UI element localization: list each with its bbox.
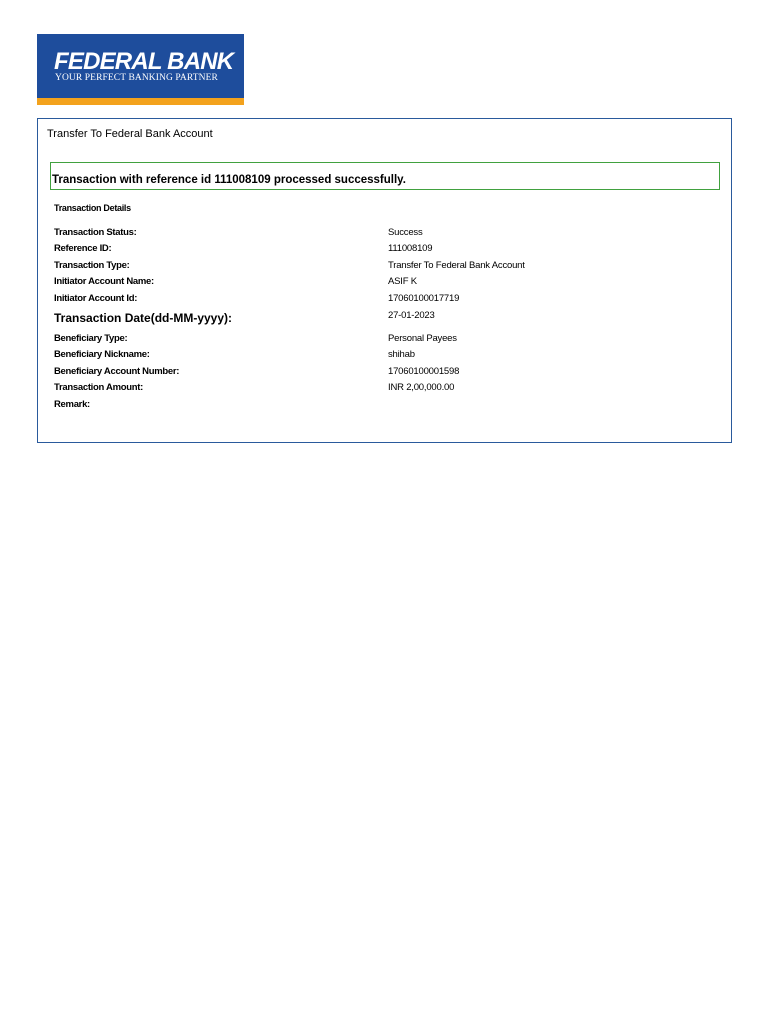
success-message-box [50,162,720,190]
federal-bank-logo [37,34,244,105]
detail-value-beneficiary-type: Personal Payees [388,333,457,344]
logo-stripe [37,98,244,105]
detail-value-initiator-account-id: 17060100017719 [388,293,460,304]
panel-title: Transfer To Federal Bank Account [47,128,213,140]
detail-label-beneficiary-account-number: Beneficiary Account Number: [54,366,180,377]
detail-value-beneficiary-account-number: 17060100001598 [388,366,460,377]
detail-label-beneficiary-type: Beneficiary Type: [54,333,128,344]
detail-label-beneficiary-nickname: Beneficiary Nickname: [54,349,150,360]
detail-label-transaction-amount: Transaction Amount: [54,382,143,393]
detail-label-remark: Remark: [54,399,90,410]
logo-tagline: YOUR PERFECT BANKING PARTNER [55,73,218,83]
detail-value-beneficiary-nickname: shihab [388,349,415,360]
detail-value-transaction-date: 27-01-2023 [388,310,435,321]
detail-value-initiator-account-name: ASIF K [388,276,417,287]
detail-label-transaction-type: Transaction Type: [54,260,130,271]
detail-label-initiator-account-id: Initiator Account Id: [54,293,138,304]
detail-value-transaction-type: Transfer To Federal Bank Account [388,260,525,271]
detail-label-transaction-status: Transaction Status: [54,227,137,238]
detail-value-transaction-amount: INR 2,00,000.00 [388,382,455,393]
detail-value-reference-id: 111008109 [388,243,433,254]
detail-label-transaction-date: Transaction Date(dd-MM-yyyy): [54,311,233,325]
transaction-panel [37,118,732,443]
detail-label-reference-id: Reference ID: [54,243,112,254]
detail-label-initiator-account-name: Initiator Account Name: [54,276,154,287]
detail-value-transaction-status: Success [388,227,423,238]
section-heading: Transaction Details [54,203,131,213]
logo-name: FEDERAL BANK [54,48,234,75]
success-message: Transaction with reference id 111008109 processed successfully. [52,174,406,186]
